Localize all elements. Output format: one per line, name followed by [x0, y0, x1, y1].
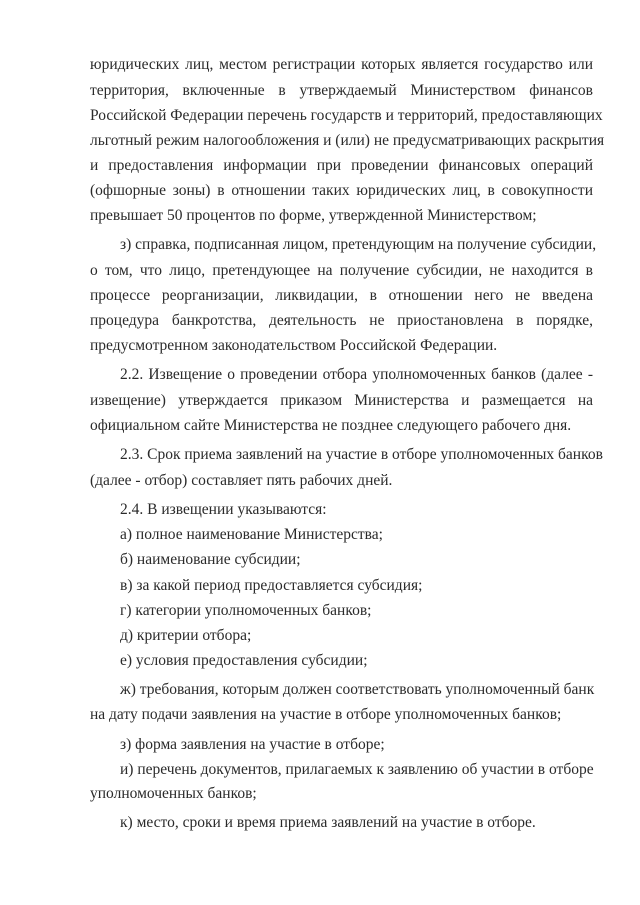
- text-line: процедура банкротства, деятельность не приостановлена в порядке,: [90, 312, 593, 329]
- text-line: превышает 50 процентов по форме, утвержденной Министерством;: [90, 207, 537, 224]
- text-line: 2.3. Срок приема заявлений на участие в отборе уполномоченных банков: [120, 446, 603, 463]
- text-line: 2.2. Извещение о проведении отбора уполномоченных банков (далее -: [120, 366, 593, 383]
- text-line: официальном сайте Министерства не позднее следующего рабочего дня.: [90, 417, 572, 434]
- text-line: предусмотренном законодательством Российской Федерации.: [90, 337, 498, 354]
- text-line: уполномоченных банков;: [90, 785, 257, 802]
- text-line: на дату подачи заявления на участие в отборе уполномоченных банков;: [90, 706, 562, 723]
- text-line: о том, что лицо, претендующее на получение субсидии, не находится в: [90, 262, 593, 279]
- text-line: з) форма заявления на участие в отборе;: [120, 736, 385, 753]
- text-line: и предоставления информации при проведении финансовых операций: [90, 157, 593, 174]
- text-line: извещение) утверждается приказом Министерства и размещается на: [90, 392, 593, 409]
- text-line: юридических лиц, местом регистрации которых является государство или: [90, 56, 593, 73]
- text-line: льготный режим налогообложения и (или) не предусматривающих раскрытия: [90, 132, 605, 149]
- text-line: е) условия предоставления субсидии;: [120, 652, 368, 669]
- text-line: (офшорные зоны) в отношении таких юридических лиц, в совокупности: [90, 182, 593, 199]
- text-line: (далее - отбор) составляет пять рабочих дней.: [90, 472, 393, 489]
- text-line: б) наименование субсидии;: [120, 551, 301, 568]
- text-line: в) за какой период предоставляется субсидия;: [120, 577, 423, 594]
- text-line: Российской Федерации перечень государств и территорий, предоставляющих: [90, 107, 603, 124]
- text-line: а) полное наименование Министерства;: [120, 526, 383, 543]
- text-line: з) справка, подписанная лицом, претендующим на получение субсидии,: [120, 236, 597, 253]
- text-line: 2.4. В извещении указываются:: [120, 501, 327, 518]
- text-line: к) место, сроки и время приема заявлений на участие в отборе.: [120, 814, 536, 831]
- text-line: ж) требования, которым должен соответствовать уполномоченный банк: [120, 681, 595, 698]
- text-line: д) критерии отбора;: [120, 627, 252, 644]
- text-line: г) категории уполномоченных банков;: [120, 602, 372, 619]
- text-line: территория, включенные в утверждаемый Министерством финансов: [90, 82, 593, 99]
- text-line: процессе реорганизации, ликвидации, в отношении него не введена: [90, 287, 593, 304]
- text-line: и) перечень документов, прилагаемых к заявлению об участии в отборе: [120, 761, 594, 778]
